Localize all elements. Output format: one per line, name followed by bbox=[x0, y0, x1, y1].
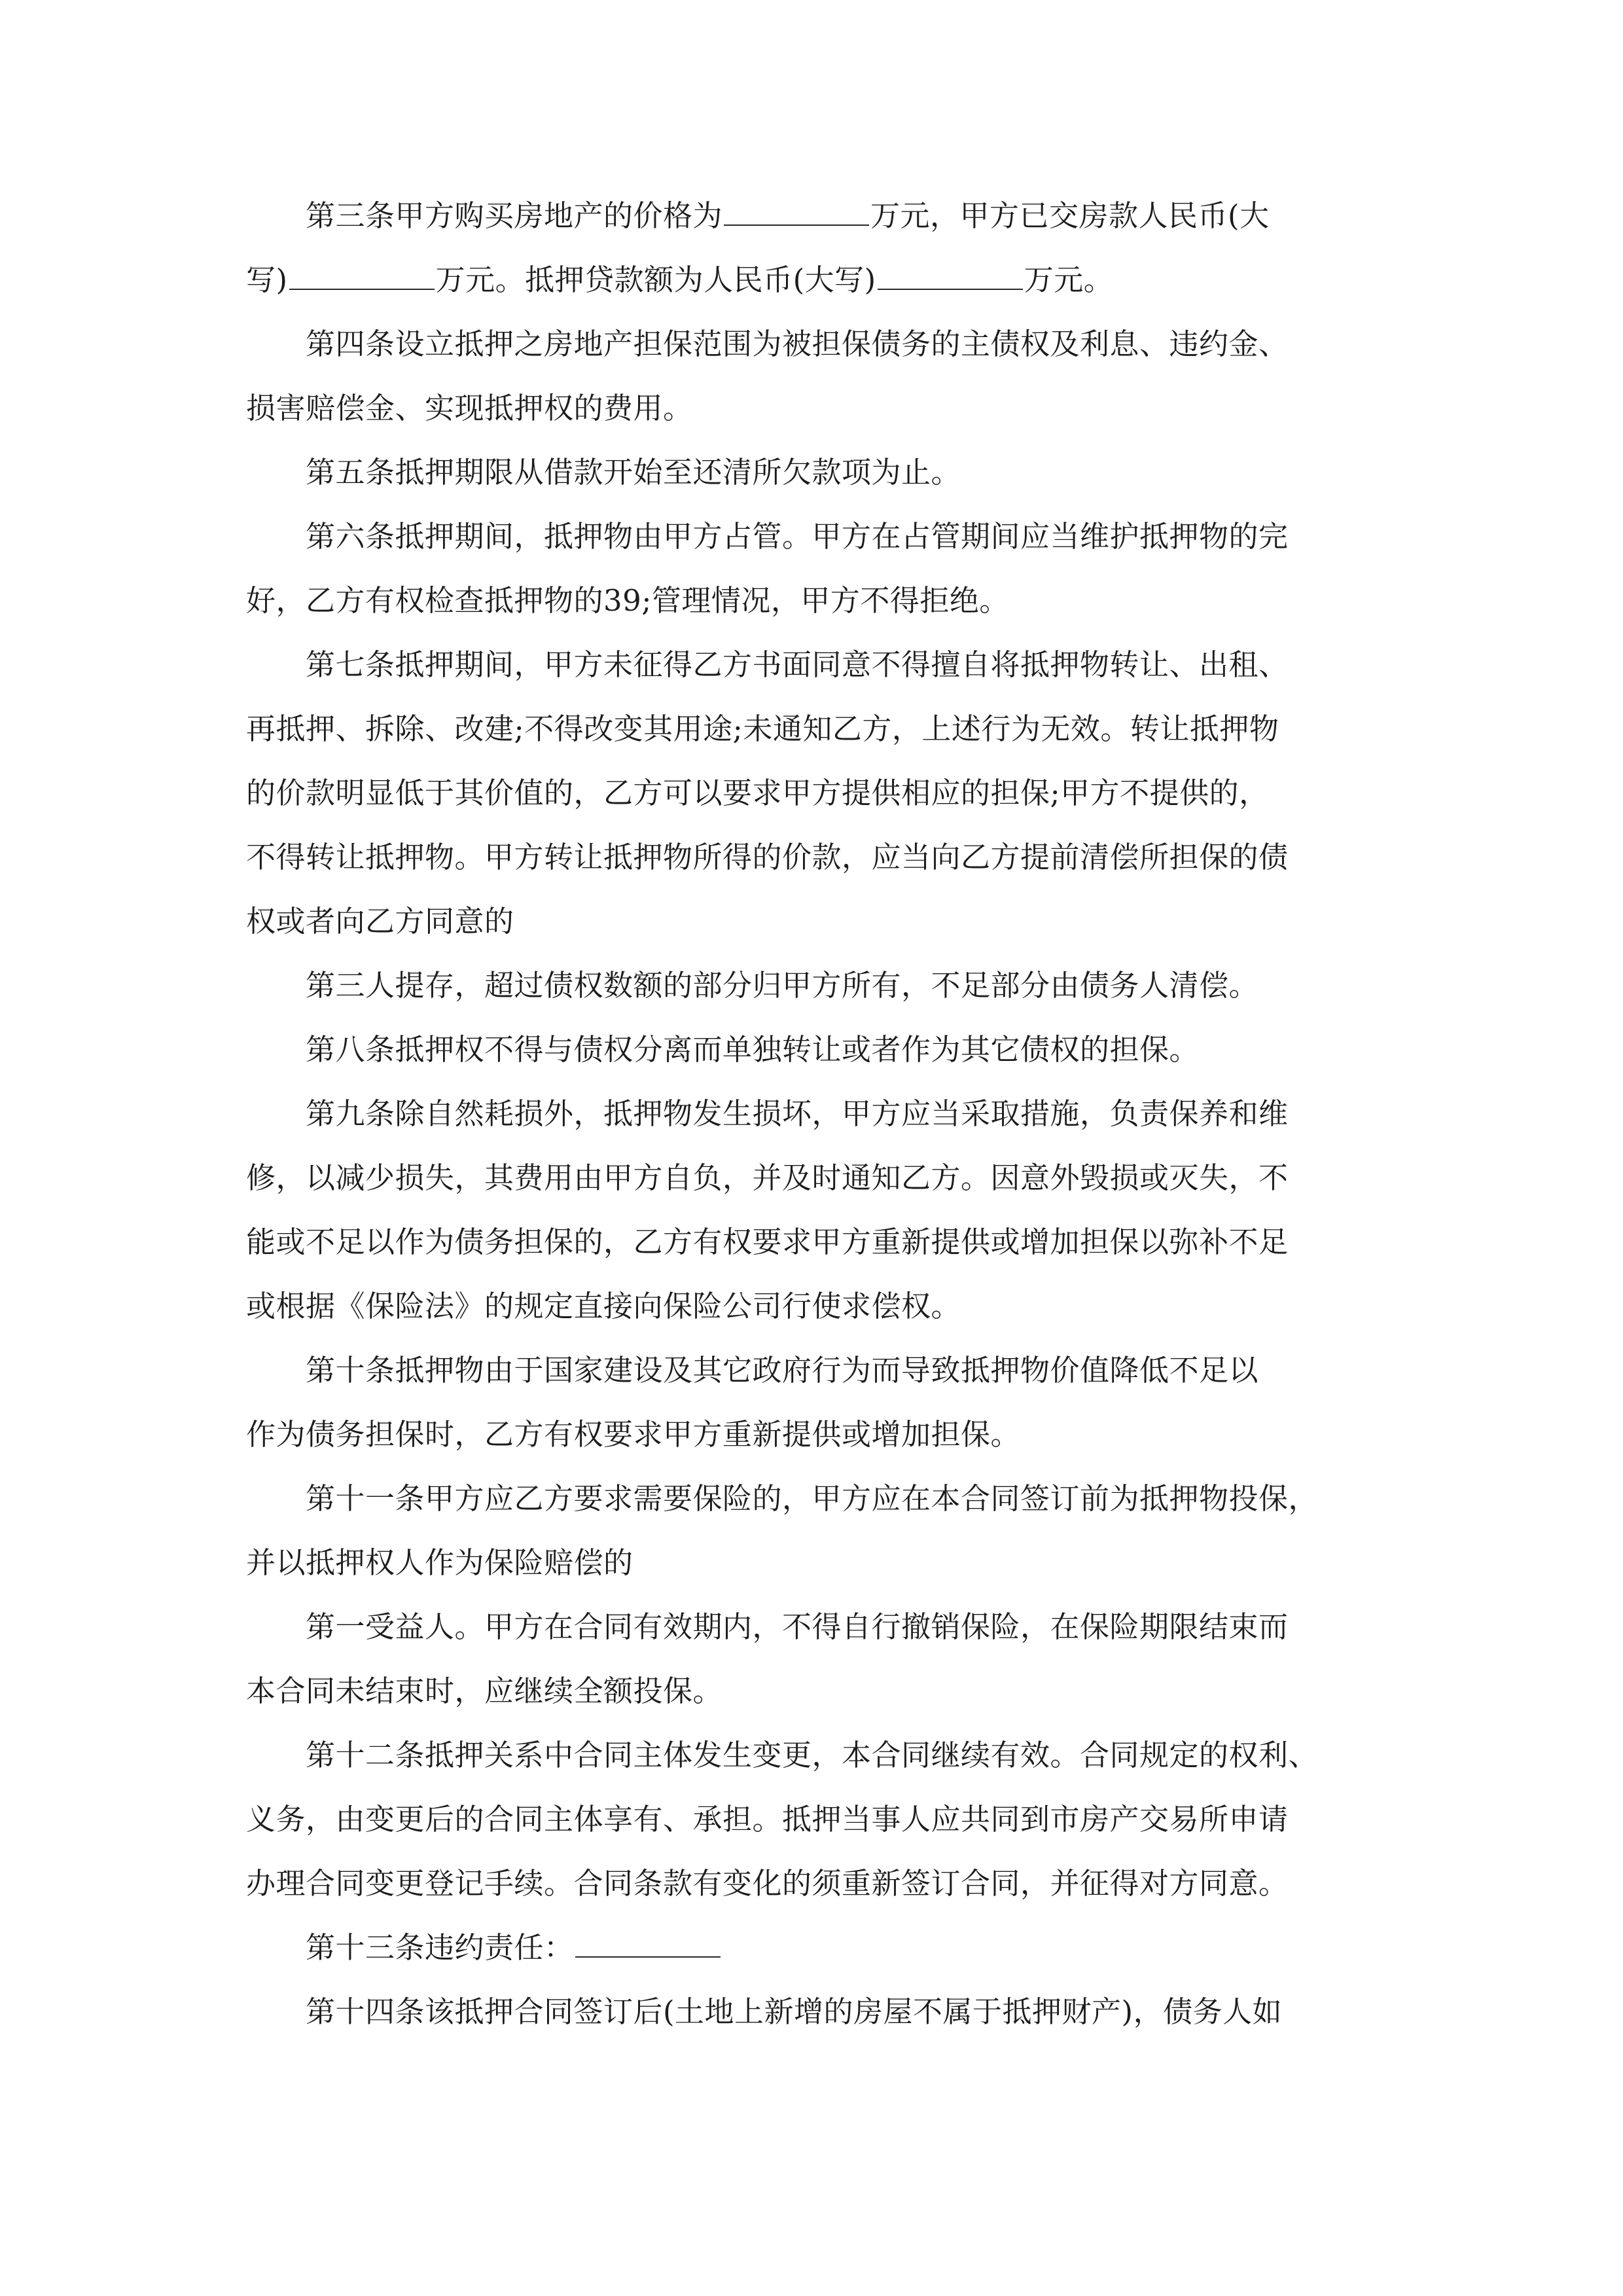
line-text: 万元。抵押贷款额为人民币(大写) bbox=[435, 262, 876, 297]
text-line: 的价款明显低于其价值的，乙方可以要求甲方提供相应的担保;甲方不提供的， bbox=[246, 776, 1269, 810]
text-line: 第十四条该抵押合同签订后(土地上新增的房屋不属于抵押财产)，债务人如 bbox=[246, 1994, 1283, 2029]
text-line: 第七条抵押期间，甲方未征得乙方书面同意不得擅自将抵押物转让、出租、 bbox=[246, 647, 1289, 682]
text-line: 第十二条抵押关系中合同主体发生变更，本合同继续有效。合同规定的权利、 bbox=[246, 1738, 1319, 1772]
fill-in-blank bbox=[575, 1930, 721, 1958]
text-line: 修，以减少损失，其费用由甲方自负，并及时通知乙方。因意外毁损或灭失，不 bbox=[246, 1160, 1289, 1195]
line-text: 写) bbox=[246, 262, 288, 297]
fill-in-blank bbox=[724, 198, 869, 226]
text-line bbox=[246, 1928, 722, 1967]
line-text: 万元，甲方已交房款人民币(大 bbox=[870, 198, 1270, 233]
fill-in-blank bbox=[289, 262, 435, 290]
text-line bbox=[246, 196, 1270, 236]
text-line bbox=[246, 260, 1113, 300]
text-line: 能或不足以作为债务担保的，乙方有权要求甲方重新提供或增加担保以弥补不足 bbox=[246, 1225, 1289, 1259]
text-line: 第一受益人。甲方在合同有效期内，不得自行撤销保险，在保险期限结束而 bbox=[246, 1609, 1289, 1644]
line-text: 万元。 bbox=[1024, 262, 1114, 297]
line-text: 第十三条违约责任： bbox=[246, 1930, 574, 1965]
text-line: 义务，由变更后的合同主体享有、承担。抵押当事人应共同到市房产交易所申请 bbox=[246, 1802, 1289, 1837]
text-line: 再抵押、拆除、改建;不得改变其用途;未通知乙方，上述行为无效。转让抵押物 bbox=[246, 711, 1279, 746]
text-line: 第九条除自然耗损外，抵押物发生损坏，甲方应当采取措施，负责保养和维 bbox=[246, 1096, 1289, 1131]
text-line: 不得转让抵押物。甲方转让抵押物所得的价款，应当向乙方提前清偿所担保的债 bbox=[246, 840, 1289, 874]
text-line: 第四条设立抵押之房地产担保范围为被担保债务的主债权及利息、违约金、 bbox=[246, 327, 1289, 361]
fill-in-blank bbox=[878, 262, 1023, 290]
text-line: 第十条抵押物由于国家建设及其它政府行为而导致抵押物价值降低不足以 bbox=[246, 1353, 1259, 1388]
text-line: 好，乙方有权检查抵押物的39;管理情况，甲方不得拒绝。 bbox=[246, 583, 1009, 618]
text-line: 损害赔偿金、实现抵押权的费用。 bbox=[246, 391, 693, 425]
text-line: 或根据《保险法》的规定直接向保险公司行使求偿权。 bbox=[246, 1289, 961, 1323]
text-line: 办理合同变更登记手续。合同条款有变化的须重新签订合同，并征得对方同意。 bbox=[246, 1866, 1289, 1901]
text-line: 并以抵押权人作为保险赔偿的 bbox=[246, 1545, 633, 1580]
text-line: 作为债务担保时，乙方有权要求甲方重新提供或增加担保。 bbox=[246, 1417, 1021, 1452]
text-line: 本合同未结束时，应继续全额投保。 bbox=[246, 1674, 723, 1708]
line-text: 第三条甲方购买房地产的价格为 bbox=[246, 198, 723, 233]
text-line: 第八条抵押权不得与债权分离而单独转让或者作为其它债权的担保。 bbox=[246, 1032, 1200, 1067]
text-line: 第三人提存，超过债权数额的部分归甲方所有，不足部分由债务人清偿。 bbox=[246, 968, 1259, 1003]
text-line: 第六条抵押期间，抵押物由甲方占管。甲方在占管期间应当维护抵押物的完 bbox=[246, 519, 1289, 554]
text-line: 第五条抵押期限从借款开始至还清所欠款项为止。 bbox=[246, 455, 961, 490]
text-line: 第十一条甲方应乙方要求需要保险的，甲方应在本合同签订前为抵押物投保， bbox=[246, 1481, 1319, 1516]
text-line: 权或者向乙方同意的 bbox=[246, 904, 514, 939]
